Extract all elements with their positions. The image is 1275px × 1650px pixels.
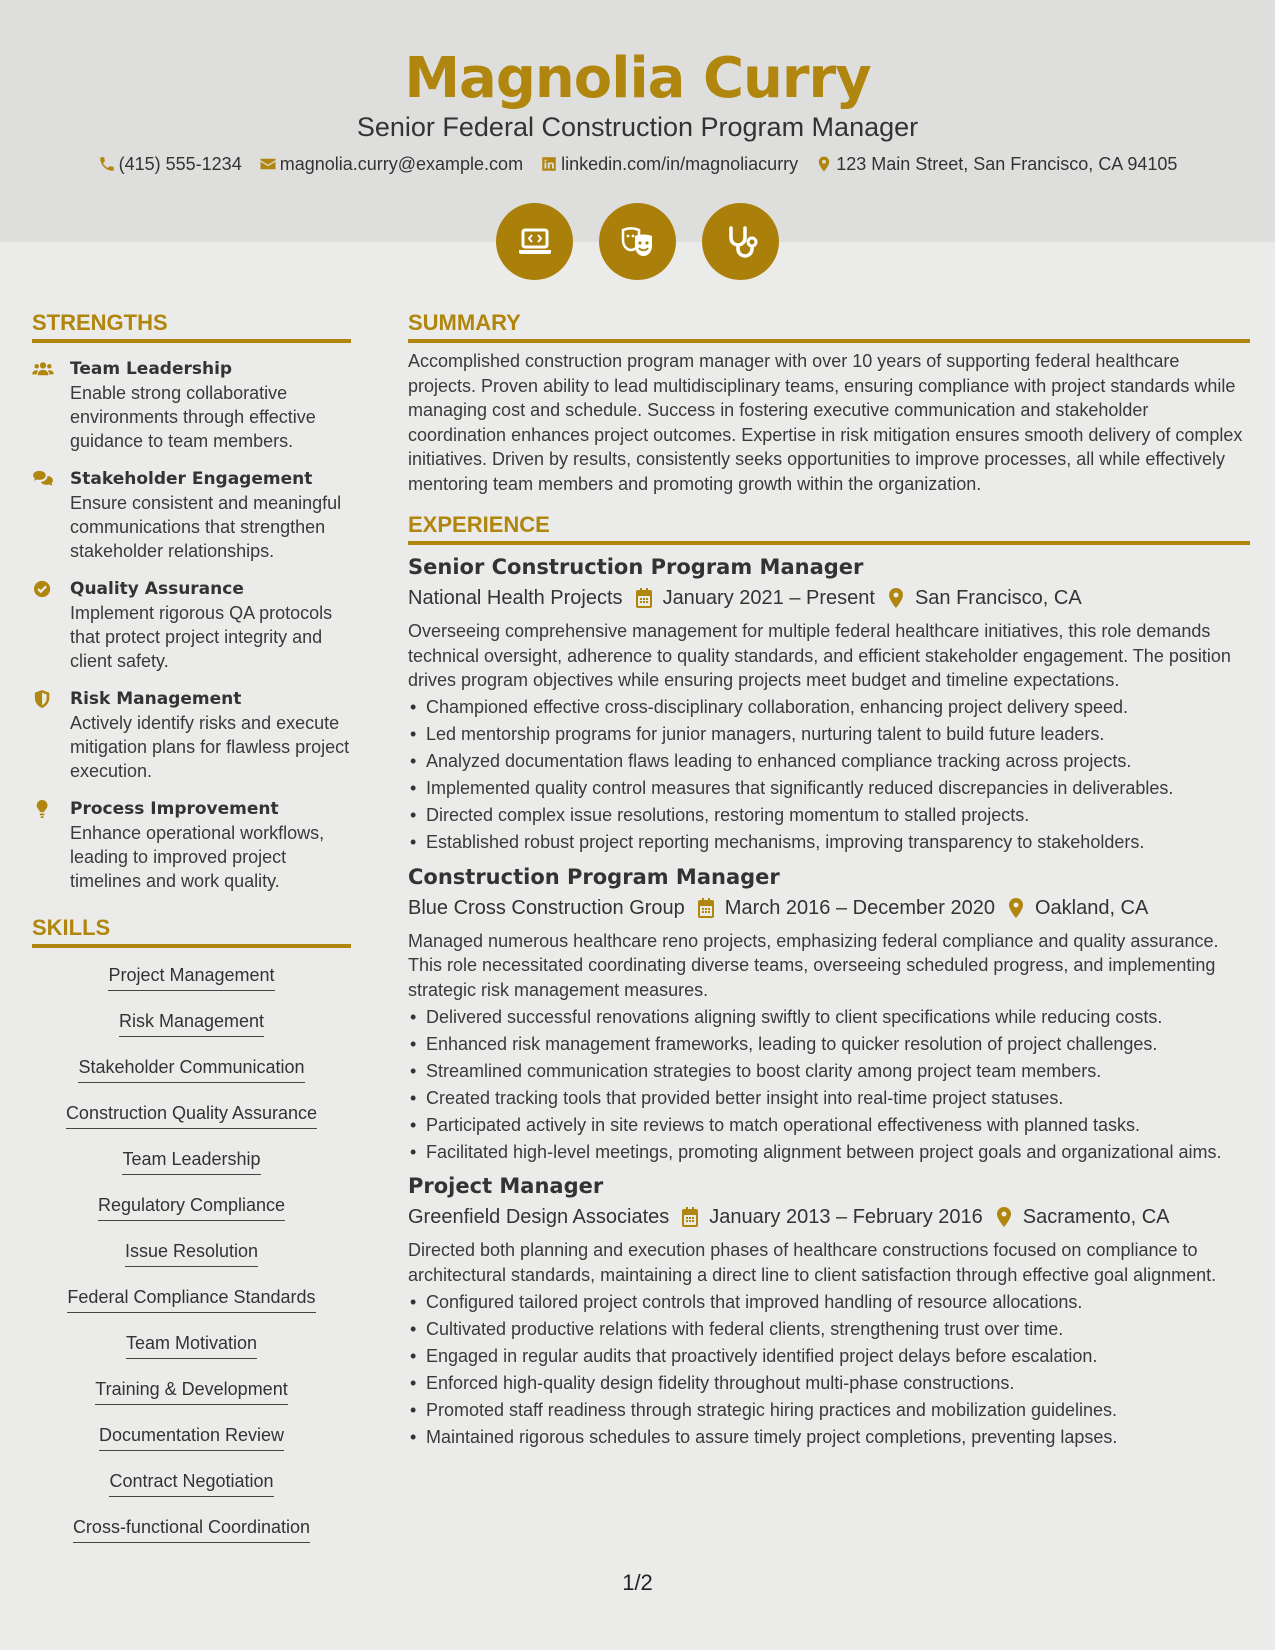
- bullet-item: • Facilitated high-level meetings, promoting alignment between project goals and organizational aims.: [408, 1140, 1250, 1165]
- strength-title: Quality Assurance: [70, 579, 244, 599]
- comments-icon: [32, 470, 54, 488]
- skills-heading: SKILLS: [32, 913, 351, 948]
- badge-row: [0, 203, 1275, 280]
- bullet-item: • Analyzed documentation flaws leading to enhanced compliance tracking across projects.: [408, 749, 1250, 774]
- job-bullets: [408, 1290, 1250, 1450]
- bullet-item: • Championed effective cross-disciplinary collaboration, enhancing project delivery speed.: [408, 695, 1250, 720]
- job-location: Sacramento, CA: [1022, 1206, 1170, 1228]
- job-location: San Francisco, CA: [914, 587, 1082, 609]
- strength-desc: Actively identify risks and execute mitigation plans for flawless project execution.: [70, 713, 350, 781]
- job-description: Managed numerous healthcare reno projects, emphasizing federal compliance and quality assurance. This role necessitated coordinating diverse teams, overseeing scheduled progress, and implementing strategic risk management measures.: [408, 930, 1219, 1000]
- job-company: National Health Projects: [408, 587, 623, 609]
- job-dates: January 2013 – February 2016: [709, 1206, 983, 1228]
- address-text: 123 Main Street, San Francisco, CA 94105: [836, 154, 1178, 174]
- left-column: [32, 308, 351, 1562]
- badge-laptop: [496, 203, 573, 280]
- page-number: 1/2: [622, 1570, 653, 1595]
- job-dates: January 2021 – Present: [662, 587, 875, 609]
- job-company: Greenfield Design Associates: [408, 1206, 670, 1228]
- map-marker-icon: [995, 1207, 1013, 1227]
- skill-tag: Construction Quality Assurance: [66, 1102, 317, 1129]
- bullet-item: • Engaged in regular audits that proactively identified project delays before escalation.: [408, 1344, 1250, 1369]
- bullet-item: • Maintained rigorous schedules to assure timely project completions, preventing lapses.: [408, 1425, 1250, 1450]
- job-bullets: [408, 695, 1250, 855]
- strength-title: Risk Management: [70, 689, 242, 709]
- skill-tag: Federal Compliance Standards: [67, 1286, 315, 1313]
- badge-masks: [599, 203, 676, 280]
- skill-tag: Cross-functional Coordination: [73, 1516, 310, 1543]
- linkedin-icon: [540, 155, 558, 173]
- strength-item: [32, 577, 351, 673]
- bullet-item: • Streamlined communication strategies to boost clarity among project team members.: [408, 1059, 1250, 1084]
- phone-text: (415) 555-1234: [118, 154, 242, 174]
- strength-title: Process Improvement: [70, 799, 279, 819]
- phone-icon: [98, 155, 116, 173]
- job-title: Senior Construction Program Manager: [408, 555, 864, 579]
- strength-desc: Enhance operational workflows, leading to improved project timelines and work quality.: [70, 823, 325, 891]
- strengths-heading: STRENGTHS: [32, 308, 351, 343]
- bullet-item: • Established robust project reporting mechanisms, improving transparency to stakeholders.: [408, 830, 1250, 855]
- bullet-item: • Configured tailored project controls that improved handling of resource allocations.: [408, 1290, 1250, 1315]
- bullet-item: • Cultivated productive relations with federal clients, strengthening trust over time.: [408, 1317, 1250, 1342]
- skill-tag: Issue Resolution: [125, 1240, 258, 1267]
- skill-tag: Team Leadership: [122, 1148, 260, 1175]
- strength-item: [32, 797, 351, 893]
- strength-title: Team Leadership: [70, 359, 233, 379]
- strength-desc: Enable strong collaborative environments through effective guidance to team members.: [70, 383, 316, 451]
- job-description: Directed both planning and execution phases of healthcare constructions focused on compliance to architectural standards, maintaining a direct line to client satisfaction through effective goal alignment.: [408, 1240, 1217, 1285]
- strength-item: [32, 357, 351, 453]
- job-title: Project Manager: [408, 1174, 604, 1198]
- job-meta: [408, 1202, 1250, 1232]
- envelope-icon: [259, 155, 277, 173]
- skill-tag: Contract Negotiation: [109, 1470, 273, 1497]
- badge-stethoscope: [702, 203, 779, 280]
- email-text: magnolia.curry@example.com: [279, 154, 524, 174]
- contact-linkedin[interactable]: [540, 152, 798, 176]
- map-marker-icon: [887, 588, 905, 608]
- bullet-item: • Directed complex issue resolutions, restoring momentum to stalled projects.: [408, 803, 1250, 828]
- shield-icon: [32, 690, 54, 708]
- skill-tag: Risk Management: [119, 1010, 264, 1037]
- strength-item: [32, 687, 351, 783]
- contact-email[interactable]: [259, 152, 523, 176]
- calendar-icon: [635, 588, 653, 608]
- contact-address: [815, 152, 1177, 176]
- summary-heading: SUMMARY: [408, 308, 1250, 343]
- bullet-item: • Created tracking tools that provided better insight into real-time project statuses.: [408, 1086, 1250, 1111]
- bullet-item: • Led mentorship programs for junior managers, nurturing talent to build future leaders.: [408, 722, 1250, 747]
- strength-desc: Ensure consistent and meaningful communications that strengthen stakeholder relationships.: [70, 493, 342, 561]
- laptop-code-icon: [515, 222, 555, 262]
- job-location: Oakland, CA: [1034, 896, 1149, 919]
- candidate-name: Magnolia Curry: [404, 46, 871, 111]
- skill-tag: Team Motivation: [126, 1332, 257, 1359]
- skill-tag: Stakeholder Communication: [78, 1056, 304, 1083]
- contact-phone[interactable]: [98, 152, 242, 176]
- job-description: Overseeing comprehensive management for multiple federal healthcare initiatives, this role demands technical oversight, adherence to quality standards, and efficient stakeholder engagement. The position drives program objectives while ensuring projects meet budget and timeline expectations.: [408, 621, 1231, 690]
- contact-bar: [0, 152, 1275, 176]
- skill-tag: Regulatory Compliance: [98, 1194, 285, 1221]
- skills-list: [32, 964, 351, 1562]
- summary-text: Accomplished construction program manager with over 10 years of supporting federal healthcare projects. Proven ability to lead multidisciplinary teams, ensuring compliance with project standards while managing cost and schedule. Success in fostering executive communication and stakeholder coordination enhances project outcomes. Expertise in risk mitigation ensures smooth delivery of complex initiatives. Driven by results, consistently seeks opportunities to improve processes, all while effectively mentoring team members and promoting growth within the organization.: [408, 351, 1243, 494]
- job-meta: [408, 583, 1250, 613]
- map-marker-icon: [1007, 898, 1025, 918]
- calendar-icon: [697, 898, 715, 918]
- strength-desc: Implement rigorous QA protocols that protect project integrity and client safety.: [70, 603, 333, 671]
- skill-tag: Training & Development: [95, 1378, 287, 1405]
- job-title: Construction Program Manager: [408, 864, 780, 889]
- skill-tag: Project Management: [108, 964, 274, 991]
- bullet-item: • Delivered successful renovations aligning swiftly to client specifications while reducing costs.: [408, 1005, 1250, 1030]
- bullet-item: • Participated actively in site reviews to match operational effectiveness with planned tasks.: [408, 1113, 1250, 1138]
- bullet-item: • Enforced high-quality design fidelity throughout multi-phase constructions.: [408, 1371, 1250, 1396]
- job-entry: [408, 863, 1250, 1165]
- stethoscope-icon: [721, 222, 761, 262]
- job-meta: [408, 893, 1250, 923]
- job-entry: [408, 553, 1250, 855]
- strength-title: Stakeholder Engagement: [70, 469, 313, 489]
- users-icon: [32, 360, 54, 378]
- bullet-item: • Implemented quality control measures that significantly reduced discrepancies in deliverables.: [408, 776, 1250, 801]
- map-marker-icon: [815, 155, 833, 173]
- bullet-item: • Promoted staff readiness through strategic hiring practices and mobilization guidelines.: [408, 1398, 1250, 1423]
- skill-tag: Documentation Review: [99, 1424, 284, 1451]
- experience-heading: EXPERIENCE: [408, 510, 1250, 545]
- job-entry: [408, 1172, 1250, 1449]
- job-bullets: [408, 1005, 1250, 1165]
- right-column: [408, 308, 1250, 1449]
- calendar-icon: [681, 1207, 699, 1227]
- candidate-title: Senior Federal Construction Program Manager: [356, 112, 919, 142]
- check-circle-icon: [32, 580, 54, 598]
- lightbulb-icon: [32, 800, 54, 818]
- job-dates: March 2016 – December 2020: [724, 896, 995, 919]
- strength-item: [32, 467, 351, 563]
- linkedin-text: linkedin.com/in/magnoliacurry: [561, 154, 799, 174]
- bullet-item: • Enhanced risk management frameworks, leading to quicker resolution of project challenges.: [408, 1032, 1250, 1057]
- theater-masks-icon: [618, 222, 658, 262]
- job-company: Blue Cross Construction Group: [408, 896, 685, 919]
